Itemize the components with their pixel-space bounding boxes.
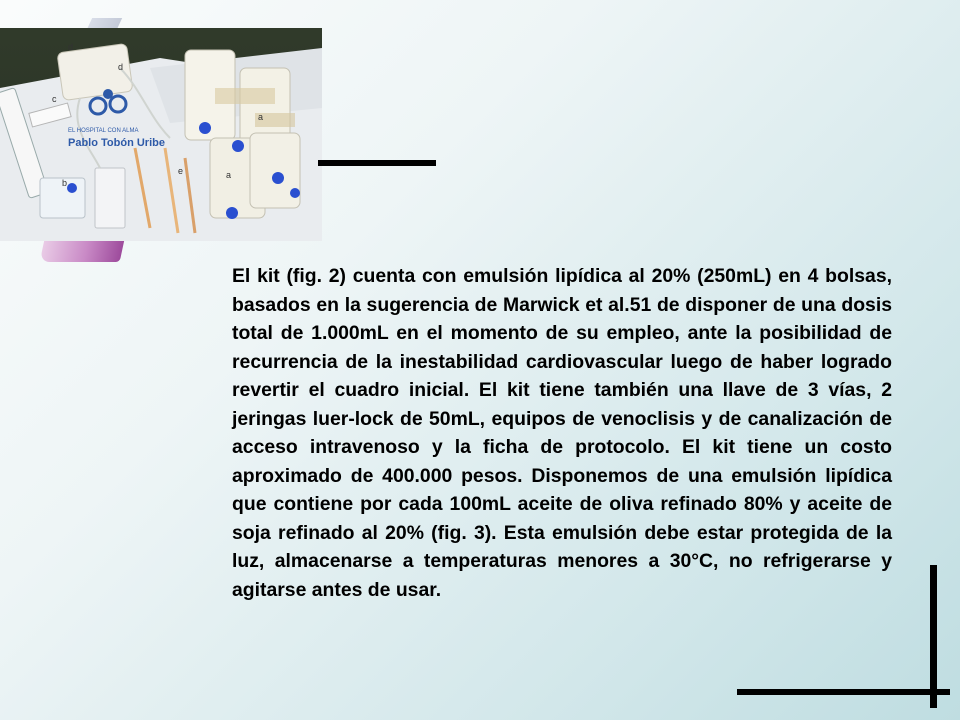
horizontal-rule-top [318, 160, 436, 166]
logo-name: Pablo Tobón Uribe [68, 137, 165, 149]
photo-label: a [226, 170, 232, 180]
horizontal-rule-bottom-right [737, 689, 950, 695]
blue-clip [199, 122, 211, 134]
blue-clip [272, 172, 284, 184]
blue-clip [232, 140, 244, 152]
blue-clip [226, 207, 238, 219]
photo-label: a [258, 112, 264, 122]
photo-label: c [52, 94, 57, 104]
packet [95, 168, 125, 228]
kit-photo [0, 28, 322, 241]
bag-label [215, 88, 275, 104]
photo-label: d [68, 42, 74, 52]
blue-clip [290, 188, 300, 198]
blue-clip [67, 183, 77, 193]
kit-photo-drawing [0, 28, 322, 241]
photo-label: e [178, 166, 184, 176]
photo-label: d [118, 62, 124, 72]
body-paragraph: El kit (fig. 2) cuenta con emulsión lipídica al 20% (250mL) en 4 bolsas, basados en la sugerencia de Marwick et al.51 de disponer de una dosis total de 1.000mL en el momento de su empleo, ante la posibilidad de recurrencia de la inestabilidad cardiovascular luego de haber logrado revertir el cuadro inicial. El kit tiene también una llave de 3 vías, 2 jeringas luer-lock de 50mL, equipos de venoclisis y de canalización de acceso intravenoso y la ficha de protocolo. El kit tiene un costo aproximado de 400.000 pesos. Disponemos de una emulsión lipídica que contiene por cada 100mL aceite de oliva refinado 80% y aceite de soja refinado al 20% (fig. 3). Esta emulsión debe estar protegida de la luz, almacenarse a temperaturas menores a 30°C, no refrigerarse y agitarse antes de usar. [232, 265, 892, 601]
vertical-rule-bottom-right [930, 565, 937, 708]
photo-label: b [62, 178, 68, 188]
logo-tagline: EL HOSPITAL CON ALMA [68, 128, 139, 134]
decorative-stripe-purple [40, 240, 125, 262]
